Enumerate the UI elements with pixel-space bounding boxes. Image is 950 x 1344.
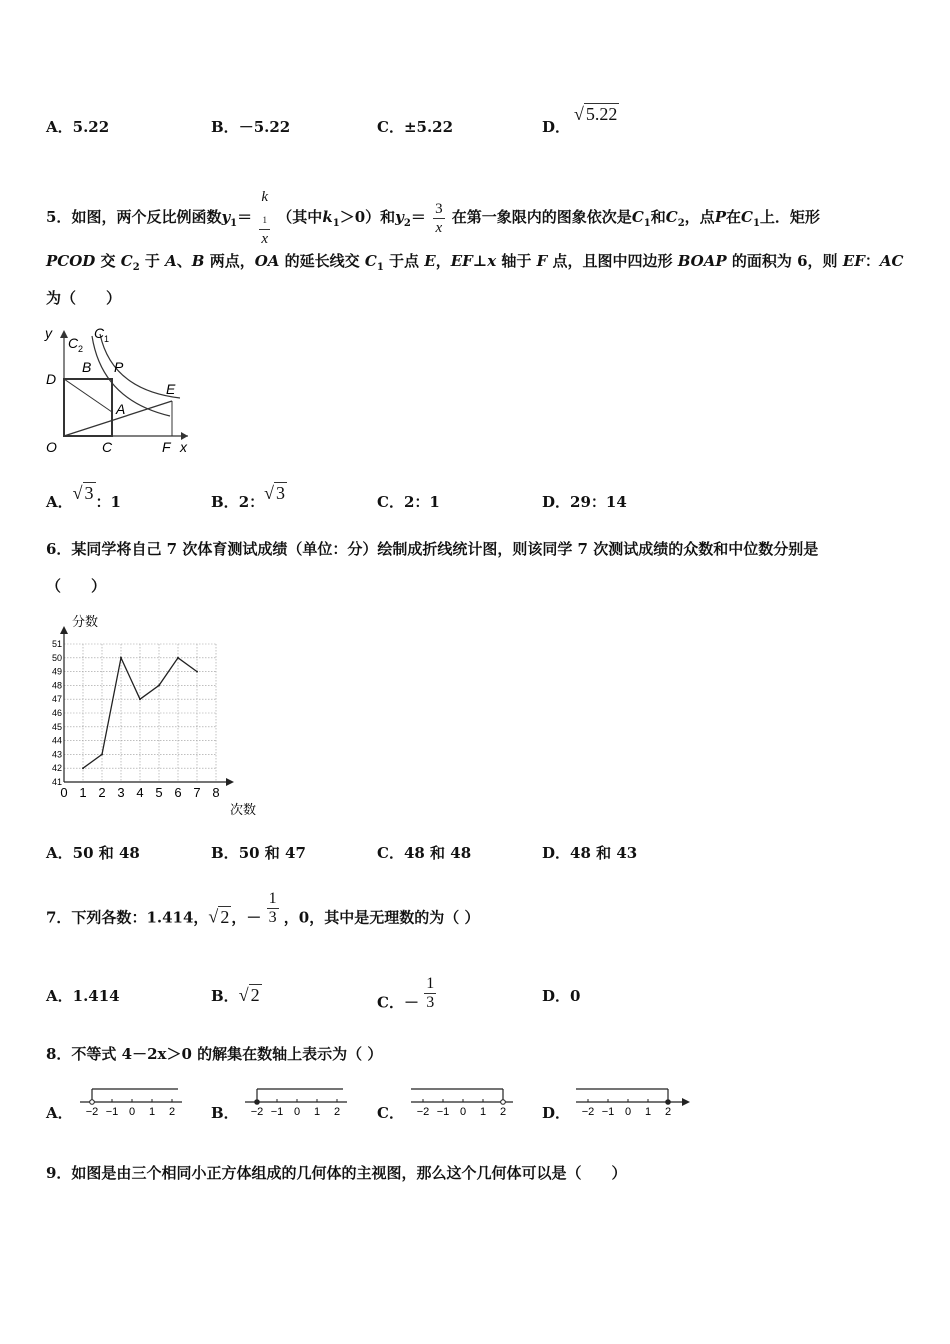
chart-xlabel: 次数 [230, 802, 257, 817]
q4-option-d: D． [542, 118, 571, 136]
y-tick-label: 43 [51, 749, 62, 760]
tick-label: 2 [168, 1106, 176, 1118]
fig-label-p: P [114, 359, 124, 375]
tick-label: 1 [313, 1106, 321, 1118]
q7-option-d: D．0 [542, 987, 581, 1005]
q4-option-b: B．－5.22 [211, 118, 291, 136]
tick-label: 1 [644, 1106, 652, 1118]
q7-stem: 7．下列各数：1.414，√ 2 ，－ $\frac{1}{3}$ ，0，其中是无理数的为（ ） [46, 890, 480, 927]
x-tick-label: 2 [98, 785, 106, 800]
x-tick-label: 0 [60, 785, 68, 800]
q4-option-c: C．±5.22 [377, 118, 454, 136]
x-tick-label: 7 [193, 785, 201, 800]
q8-option-b-letter: B． [211, 1104, 239, 1122]
y-tick-label: 44 [51, 735, 62, 746]
q4-option-a: A．5.22 [46, 118, 110, 136]
q6-option-a: A．50 和 48 [46, 844, 140, 862]
q5-line1: 5．如图，两个反比例函数$y_1=$ k $_1$ x （其中$k_1>0$）和$y_2=$ $\frac{3}{x}$ 在第一象限内的图象依次是$C_1$和$C_2$，点P在$C_1$上．矩形 [46, 189, 820, 247]
q7-option-c: C．－ $\frac{1}{3}$ [377, 975, 435, 1012]
q6-option-d: D．48 和 43 [542, 844, 638, 862]
data-point [139, 698, 141, 700]
chart-grid [64, 644, 216, 782]
fig-label-c2: C [68, 335, 79, 351]
x-tick-label: 4 [136, 785, 144, 800]
q7-option-a: A．1.414 [46, 987, 120, 1005]
tick-label: 0 [459, 1106, 467, 1118]
tick-label: 2 [499, 1106, 507, 1118]
q5-line2: PCOD 交 $C_2$ 于 A、B 两点，OA 的延长线交 $C_1$ 于点 E，EF⊥x 轴于 F 点，且图中四边形 BOAP 的面积为 6，则 EF：AC [46, 252, 904, 273]
chart-y-ticks [52, 639, 62, 787]
axis-arrow [682, 1098, 690, 1106]
tick-label: −2 [85, 1106, 99, 1118]
q5-option-c: C．2：1 [377, 493, 440, 511]
y-tick-label: 42 [51, 763, 62, 774]
endpoint-dot [501, 1100, 506, 1105]
data-point [158, 684, 160, 686]
q5-line3: 为（ ） [46, 289, 122, 307]
fig-label-c: C [102, 439, 113, 455]
tick-label: 1 [148, 1106, 156, 1118]
data-point [82, 767, 84, 769]
q6-option-c: C．48 和 48 [377, 844, 472, 862]
fig-label-c2-sub: 2 [78, 344, 84, 354]
tick-label: −1 [105, 1106, 119, 1118]
y-tick-label: 51 [51, 639, 62, 649]
fig-label-f: F [162, 439, 171, 455]
q5-figure [42, 322, 194, 458]
q8-stem: 8．不等式 4－2x＞0 的解集在数轴上表示为（ ） [46, 1045, 383, 1063]
q6-chart [44, 610, 268, 820]
q6-option-b: B．50 和 47 [211, 844, 306, 862]
q4-option-d-sqrt: √ 5.22 [574, 104, 618, 124]
y-tick-label: 46 [51, 708, 62, 718]
data-point [120, 657, 122, 659]
chart-axes [60, 626, 234, 786]
tick-label: 0 [128, 1106, 136, 1118]
x-tick-label: 8 [212, 785, 220, 800]
endpoint-dot [255, 1100, 260, 1105]
fig-label-d: D [46, 371, 57, 387]
q7-option-b: B．√ 2 [211, 985, 260, 1005]
y-axis-arrow [60, 626, 68, 634]
tick-label: −1 [270, 1106, 284, 1118]
q6-line1: 6．某同学将自己 7 次体育测试成绩（单位：分）绘制成折线统计图，则该同学 7 次测试成绩的众数和中位数分别是 [46, 540, 819, 558]
x-tick-label: 1 [79, 785, 87, 800]
y-tick-label: 47 [51, 694, 62, 705]
tick-label: 2 [664, 1106, 672, 1118]
q8-numberline-a [78, 1082, 188, 1120]
q9-stem: 9．如图是由三个相同小正方体组成的几何体的主视图，那么这个几何体可以是（ ） [46, 1164, 627, 1182]
fig-label-c1: C [94, 325, 105, 341]
q8-option-a-letter: A． [46, 1104, 73, 1122]
fig-label-o: O [46, 439, 57, 455]
y-tick-label: 41 [51, 777, 62, 787]
tick-label: 1 [479, 1106, 487, 1118]
x-tick-label: 5 [155, 785, 163, 800]
tick-label: −1 [436, 1106, 450, 1118]
y-tick-label: 49 [51, 666, 62, 677]
data-point [177, 657, 179, 659]
endpoint-dot [666, 1100, 671, 1105]
x-axis-arrow [226, 778, 234, 786]
endpoint-dot [90, 1100, 95, 1105]
tick-label: 0 [293, 1106, 301, 1118]
fig-label-e: E [166, 381, 176, 397]
q5-option-d: D．29：14 [542, 493, 627, 511]
x-tick-label: 6 [174, 785, 182, 800]
fig-label-y: y [45, 325, 52, 341]
q8-numberline-b [243, 1082, 353, 1120]
tick-label: −2 [581, 1106, 595, 1118]
tick-label: 2 [333, 1106, 341, 1118]
fig-label-a: A [116, 401, 126, 417]
y-tick-label: 45 [51, 721, 62, 732]
fig-label-x: x [180, 439, 187, 455]
data-point [196, 671, 198, 673]
q8-option-d-letter: D． [542, 1104, 571, 1122]
tick-label: −2 [250, 1106, 264, 1118]
q5-option-a: A．√ 3 ：1 [46, 483, 121, 511]
fig-label-b: B [82, 359, 92, 375]
y-tick-label: 48 [51, 680, 62, 691]
chart-ylabel: 分数 [72, 614, 99, 629]
x-tick-label: 3 [117, 785, 125, 800]
q8-numberline-c [409, 1082, 519, 1120]
fig-label-c1-sub: 1 [104, 334, 110, 344]
chart-x-ticks [60, 785, 219, 800]
tick-label: −1 [601, 1106, 615, 1118]
y-tick-label: 50 [51, 652, 62, 663]
tick-label: 0 [624, 1106, 632, 1118]
q6-line2: （ ） [46, 577, 107, 595]
q8-numberline-d [574, 1082, 698, 1120]
q8-option-c-letter: C． [377, 1104, 404, 1122]
q5-option-b: B．2：√ 3 [211, 483, 286, 511]
tick-label: −2 [416, 1106, 430, 1118]
data-point [101, 753, 103, 755]
